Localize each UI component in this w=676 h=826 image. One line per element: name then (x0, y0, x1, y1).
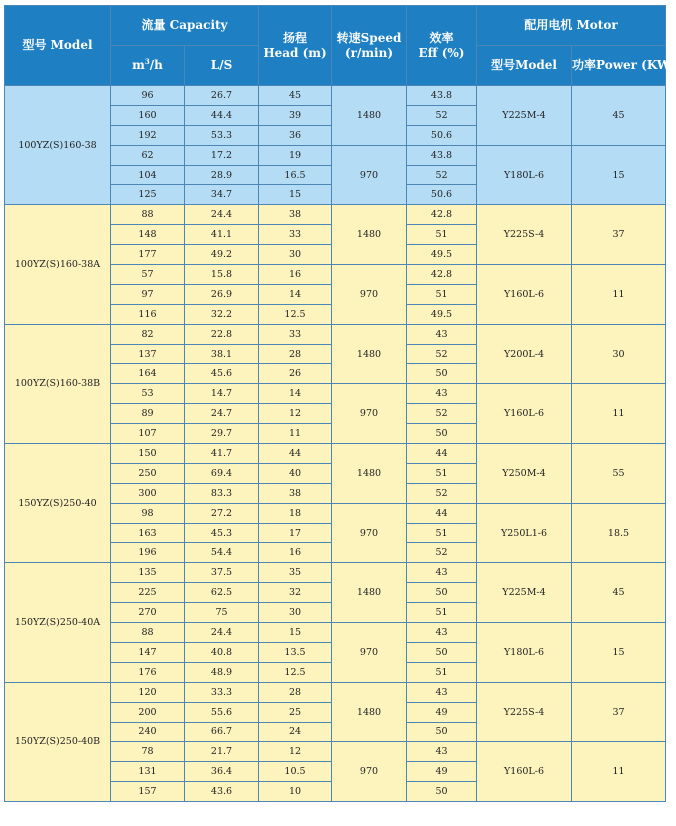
capacity-m3h-cell: 196 (111, 543, 185, 563)
capacity-m3h-cell: 250 (111, 463, 185, 483)
motor-power-cell: 45 (572, 86, 666, 146)
speed-cell: 970 (332, 145, 407, 205)
motor-power-cell: 18.5 (572, 503, 666, 563)
capacity-ls-cell: 21.7 (185, 742, 259, 762)
eff-cell: 49.5 (407, 245, 477, 265)
capacity-ls-cell: 26.9 (185, 284, 259, 304)
header-capacity-m3h: $m^3/h$ (111, 46, 185, 86)
capacity-m3h-cell: 160 (111, 105, 185, 125)
capacity-m3h-cell: 148 (111, 225, 185, 245)
speed-cell: 970 (332, 503, 407, 563)
capacity-m3h-cell: 192 (111, 125, 185, 145)
capacity-m3h-cell: 62 (111, 145, 185, 165)
eff-cell: 50 (407, 583, 477, 603)
capacity-m3h-cell: 200 (111, 702, 185, 722)
motor-power-cell: 37 (572, 205, 666, 265)
eff-cell: 52 (407, 404, 477, 424)
eff-cell: 49 (407, 702, 477, 722)
eff-cell: 50 (407, 642, 477, 662)
head-cell: 16 (259, 543, 332, 563)
capacity-m3h-cell: 57 (111, 265, 185, 285)
speed-cell: 970 (332, 623, 407, 683)
model-name-cell: 150YZ(S)250-40 (5, 444, 111, 563)
motor-power-cell: 37 (572, 682, 666, 742)
model-group (5, 86, 666, 205)
capacity-ls-cell: 44.4 (185, 105, 259, 125)
head-cell: 26 (259, 364, 332, 384)
model-group (5, 324, 666, 443)
capacity-m3h-cell: 97 (111, 284, 185, 304)
speed-cell: 1480 (332, 86, 407, 146)
motor-model-cell: Y225S-4 (477, 682, 572, 742)
header-eff (407, 6, 477, 86)
head-cell: 30 (259, 245, 332, 265)
capacity-m3h-cell: 163 (111, 523, 185, 543)
eff-cell: 44 (407, 503, 477, 523)
head-cell: 16.5 (259, 165, 332, 185)
head-cell: 11 (259, 424, 332, 444)
capacity-m3h-cell: 96 (111, 86, 185, 106)
capacity-m3h-cell: 120 (111, 682, 185, 702)
motor-model-cell: Y180L-6 (477, 145, 572, 205)
capacity-ls-cell: 55.6 (185, 702, 259, 722)
table-row (5, 205, 666, 225)
capacity-m3h-cell: 107 (111, 424, 185, 444)
model-name-cell: 100YZ(S)160-38B (5, 324, 111, 443)
motor-model-cell: Y225M-4 (477, 86, 572, 146)
capacity-m3h-cell: 150 (111, 444, 185, 464)
capacity-m3h-cell: 104 (111, 165, 185, 185)
eff-cell: 43 (407, 742, 477, 762)
motor-model-cell: Y200L-4 (477, 324, 572, 384)
speed-cell: 1480 (332, 563, 407, 623)
capacity-ls-cell: 48.9 (185, 662, 259, 682)
speed-cell: 1480 (332, 205, 407, 265)
head-cell: 28 (259, 344, 332, 364)
capacity-ls-cell: 24.7 (185, 404, 259, 424)
eff-cell: 50 (407, 364, 477, 384)
capacity-m3h-cell: 88 (111, 205, 185, 225)
head-cell: 16 (259, 265, 332, 285)
capacity-m3h-cell: 300 (111, 483, 185, 503)
capacity-m3h-cell: 53 (111, 384, 185, 404)
capacity-ls-cell: 28.9 (185, 165, 259, 185)
table-header (5, 6, 676, 86)
capacity-ls-cell: 27.2 (185, 503, 259, 523)
capacity-m3h-cell: 89 (111, 404, 185, 424)
capacity-ls-cell: 66.7 (185, 722, 259, 742)
pump-spec-table (4, 5, 676, 802)
table-row (5, 682, 666, 702)
table-row (5, 86, 666, 106)
capacity-m3h-cell: 131 (111, 762, 185, 782)
capacity-m3h-cell: 137 (111, 344, 185, 364)
capacity-ls-cell: 45.6 (185, 364, 259, 384)
eff-cell: 44 (407, 444, 477, 464)
eff-cell: 49 (407, 762, 477, 782)
table-row (5, 563, 666, 583)
speed-cell: 970 (332, 742, 407, 802)
capacity-m3h-cell: 78 (111, 742, 185, 762)
capacity-ls-cell: 38.1 (185, 344, 259, 364)
eff-cell: 42.8 (407, 205, 477, 225)
eff-cell: 43 (407, 384, 477, 404)
model-group (5, 682, 666, 801)
capacity-ls-cell: 34.7 (185, 185, 259, 205)
table-row (5, 444, 666, 464)
head-cell: 10.5 (259, 762, 332, 782)
header-eff-en: Eff (%) (418, 45, 465, 60)
head-cell: 25 (259, 702, 332, 722)
head-cell: 17 (259, 523, 332, 543)
header-head (259, 6, 332, 86)
head-cell: 10 (259, 782, 332, 802)
eff-cell: 49.5 (407, 304, 477, 324)
eff-cell: 42.8 (407, 265, 477, 285)
eff-cell: 50.6 (407, 125, 477, 145)
motor-model-cell: Y160L-6 (477, 742, 572, 802)
head-cell: 38 (259, 205, 332, 225)
eff-cell: 43.8 (407, 86, 477, 106)
eff-cell: 52 (407, 105, 477, 125)
header-motor: 配用电机 Motor (477, 6, 666, 46)
capacity-ls-cell: 36.4 (185, 762, 259, 782)
motor-model-cell: Y250L1-6 (477, 503, 572, 563)
capacity-ls-cell: 32.2 (185, 304, 259, 324)
capacity-ls-cell: 75 (185, 603, 259, 623)
capacity-ls-cell: 83.3 (185, 483, 259, 503)
capacity-ls-cell: 69.4 (185, 463, 259, 483)
head-cell: 39 (259, 105, 332, 125)
eff-cell: 43.8 (407, 145, 477, 165)
capacity-m3h-cell: 125 (111, 185, 185, 205)
model-name-cell: 100YZ(S)160-38A (5, 205, 111, 324)
header-capacity-ls: L/S (185, 46, 259, 86)
motor-model-cell: Y180L-6 (477, 623, 572, 683)
header-capacity: 流量 Capacity (111, 6, 259, 46)
eff-cell: 43 (407, 623, 477, 643)
capacity-ls-cell: 24.4 (185, 205, 259, 225)
header-speed-cn: 转速Speed (336, 30, 402, 45)
motor-power-cell: 15 (572, 623, 666, 683)
capacity-ls-cell: 29.7 (185, 424, 259, 444)
model-name-cell: 150YZ(S)250-40B (5, 682, 111, 801)
head-cell: 15 (259, 623, 332, 643)
table-row (5, 324, 666, 344)
eff-cell: 43 (407, 324, 477, 344)
capacity-m3h-cell: 157 (111, 782, 185, 802)
motor-model-cell: Y160L-6 (477, 265, 572, 325)
capacity-ls-cell: 37.5 (185, 563, 259, 583)
speed-cell: 970 (332, 265, 407, 325)
head-cell: 35 (259, 563, 332, 583)
head-cell: 40 (259, 463, 332, 483)
head-cell: 14 (259, 384, 332, 404)
header-speed (332, 6, 407, 86)
capacity-ls-cell: 22.8 (185, 324, 259, 344)
speed-cell: 1480 (332, 324, 407, 384)
capacity-ls-cell: 54.4 (185, 543, 259, 563)
model-group (5, 205, 666, 324)
head-cell: 12 (259, 404, 332, 424)
motor-power-cell: 11 (572, 265, 666, 325)
motor-model-cell: Y160L-6 (477, 384, 572, 444)
head-cell: 33 (259, 324, 332, 344)
capacity-ls-cell: 62.5 (185, 583, 259, 603)
capacity-ls-cell: 26.7 (185, 86, 259, 106)
header-speed-en: (r/min) (344, 45, 394, 60)
capacity-m3h-cell: 82 (111, 324, 185, 344)
capacity-m3h-cell: 88 (111, 623, 185, 643)
eff-cell: 51 (407, 523, 477, 543)
eff-cell: 52 (407, 344, 477, 364)
head-cell: 12.5 (259, 662, 332, 682)
header-motor-power: 功率Power (KW) (572, 46, 666, 86)
speed-cell: 970 (332, 384, 407, 444)
capacity-ls-cell: 33.3 (185, 682, 259, 702)
head-cell: 28 (259, 682, 332, 702)
header-eff-cn: 效率 (429, 30, 454, 45)
capacity-ls-cell: 24.4 (185, 623, 259, 643)
motor-power-cell: 11 (572, 384, 666, 444)
eff-cell: 52 (407, 543, 477, 563)
eff-cell: 51 (407, 463, 477, 483)
capacity-ls-cell: 49.2 (185, 245, 259, 265)
motor-power-cell: 11 (572, 742, 666, 802)
model-name-cell: 100YZ(S)160-38 (5, 86, 111, 205)
capacity-ls-cell: 17.2 (185, 145, 259, 165)
motor-power-cell: 55 (572, 444, 666, 504)
eff-cell: 50 (407, 424, 477, 444)
header-motor-model: 型号Model (477, 46, 572, 86)
capacity-ls-cell: 41.1 (185, 225, 259, 245)
capacity-ls-cell: 15.8 (185, 265, 259, 285)
speed-cell: 1480 (332, 682, 407, 742)
capacity-m3h-cell: 225 (111, 583, 185, 603)
model-name-cell: 150YZ(S)250-40A (5, 563, 111, 682)
capacity-m3h-cell: 177 (111, 245, 185, 265)
head-cell: 44 (259, 444, 332, 464)
head-cell: 12.5 (259, 304, 332, 324)
head-cell: 19 (259, 145, 332, 165)
model-group (5, 563, 666, 682)
head-cell: 14 (259, 284, 332, 304)
head-cell: 24 (259, 722, 332, 742)
capacity-m3h-cell: 176 (111, 662, 185, 682)
head-cell: 32 (259, 583, 332, 603)
capacity-ls-cell: 53.3 (185, 125, 259, 145)
eff-cell: 51 (407, 603, 477, 623)
header-model: 型号 Model (5, 6, 111, 86)
eff-cell: 43 (407, 682, 477, 702)
head-cell: 13.5 (259, 642, 332, 662)
eff-cell: 52 (407, 483, 477, 503)
head-cell: 30 (259, 603, 332, 623)
capacity-m3h-cell: 135 (111, 563, 185, 583)
capacity-ls-cell: 14.7 (185, 384, 259, 404)
motor-model-cell: Y250M-4 (477, 444, 572, 504)
eff-cell: 50.6 (407, 185, 477, 205)
capacity-ls-cell: 40.8 (185, 642, 259, 662)
head-cell: 12 (259, 742, 332, 762)
eff-cell: 43 (407, 563, 477, 583)
capacity-ls-cell: 41.7 (185, 444, 259, 464)
capacity-m3h-cell: 116 (111, 304, 185, 324)
eff-cell: 50 (407, 722, 477, 742)
head-cell: 15 (259, 185, 332, 205)
model-group (5, 444, 666, 563)
speed-cell: 1480 (332, 444, 407, 504)
header-head-cn: 扬程 (282, 30, 307, 45)
capacity-m3h-cell: 98 (111, 503, 185, 523)
head-cell: 18 (259, 503, 332, 523)
head-cell: 38 (259, 483, 332, 503)
head-cell: 36 (259, 125, 332, 145)
eff-cell: 52 (407, 165, 477, 185)
capacity-ls-cell: 45.3 (185, 523, 259, 543)
capacity-m3h-cell: 164 (111, 364, 185, 384)
eff-cell: 50 (407, 782, 477, 802)
head-cell: 45 (259, 86, 332, 106)
eff-cell: 51 (407, 284, 477, 304)
eff-cell: 51 (407, 662, 477, 682)
head-cell: 33 (259, 225, 332, 245)
motor-power-cell: 15 (572, 145, 666, 205)
capacity-m3h-cell: 270 (111, 603, 185, 623)
motor-power-cell: 30 (572, 324, 666, 384)
capacity-m3h-cell: 240 (111, 722, 185, 742)
motor-power-cell: 45 (572, 563, 666, 623)
eff-cell: 51 (407, 225, 477, 245)
motor-model-cell: Y225M-4 (477, 563, 572, 623)
capacity-ls-cell: 43.6 (185, 782, 259, 802)
motor-model-cell: Y225S-4 (477, 205, 572, 265)
header-head-en: Head (m) (263, 45, 327, 60)
capacity-m3h-cell: 147 (111, 642, 185, 662)
